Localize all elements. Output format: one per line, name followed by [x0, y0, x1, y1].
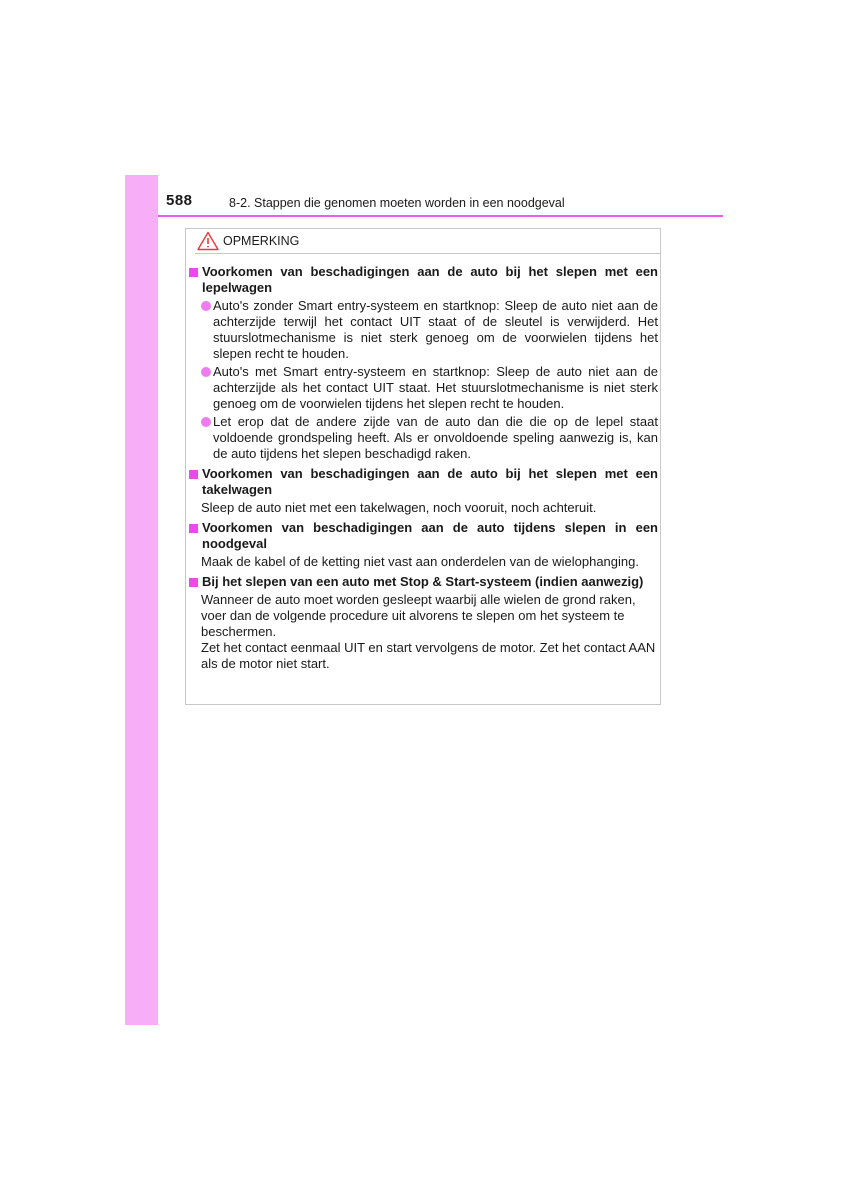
- notice-header-divider: [195, 253, 661, 254]
- circle-bullet-icon: [201, 417, 211, 427]
- square-bullet-icon: [189, 470, 198, 479]
- square-bullet-icon: [189, 268, 198, 277]
- notice-bullet: Auto's zonder Smart entry-systeem en startknop: Sleep de auto niet aan de achterzijde terwijl het contact UIT staat of de sleutel is verwijderd. Het stuurslotmechanisme is niet sterk genoeg om de voorwielen tijdens het slepen recht te houden.: [201, 298, 658, 362]
- notice-item-title: Voorkomen van beschadigingen aan de auto bij het slepen met een lepelwagen: [188, 264, 658, 296]
- circle-bullet-icon: [201, 367, 211, 377]
- square-bullet-icon: [189, 578, 198, 587]
- header-divider: [158, 215, 723, 217]
- notice-item-text: Sleep de auto niet met een takelwagen, noch vooruit, noch achteruit.: [201, 500, 597, 515]
- circle-bullet-icon: [201, 301, 211, 311]
- notice-item-text: Wanneer de auto moet worden gesleept waarbij alle wielen de grond raken, voer dan de volgende procedure uit alvorens te slepen om het systeem te beschermen.: [201, 592, 636, 639]
- notice-item-text: Zet het contact eenmaal UIT en start vervolgens de motor. Zet het contact AAN als de motor niet start.: [201, 640, 656, 671]
- notice-header: [197, 230, 299, 252]
- square-bullet-icon: [189, 524, 198, 533]
- warning-triangle-icon: [197, 231, 219, 251]
- notice-item-title: Voorkomen van beschadigingen aan de auto tijdens slepen in een noodgeval: [188, 520, 658, 552]
- notice-item-title: Bij het slepen van een auto met Stop & Start-systeem (indien aanwezig): [188, 574, 658, 590]
- notice-bullet: Auto's met Smart entry-systeem en startknop: Sleep de auto niet aan de achterzijde als het contact UIT staat. Het stuurslotmechanisme is niet sterk genoeg om de voorwielen tijdens het slepen recht te houden.: [201, 364, 658, 412]
- notice-content: [188, 264, 658, 672]
- notice-title: OPMERKING: [223, 234, 300, 248]
- notice-bullet: Let erop dat de andere zijde van de auto dan die die op de lepel staat voldoende grondspeling heeft. Als er onvoldoende speling aanwezig is, kan de auto tijdens het slepen beschadigd raken.: [201, 414, 658, 462]
- section-title: 8-2. Stappen die genomen moeten worden in een noodgeval: [229, 196, 565, 210]
- notice-item-text: Maak de kabel of de ketting niet vast aan onderdelen van de wielophanging.: [201, 554, 639, 569]
- page-number: 588: [166, 192, 193, 209]
- chapter-side-tab: [125, 175, 158, 1025]
- notice-item-title: Voorkomen van beschadigingen aan de auto bij het slepen met een takelwagen: [188, 466, 658, 498]
